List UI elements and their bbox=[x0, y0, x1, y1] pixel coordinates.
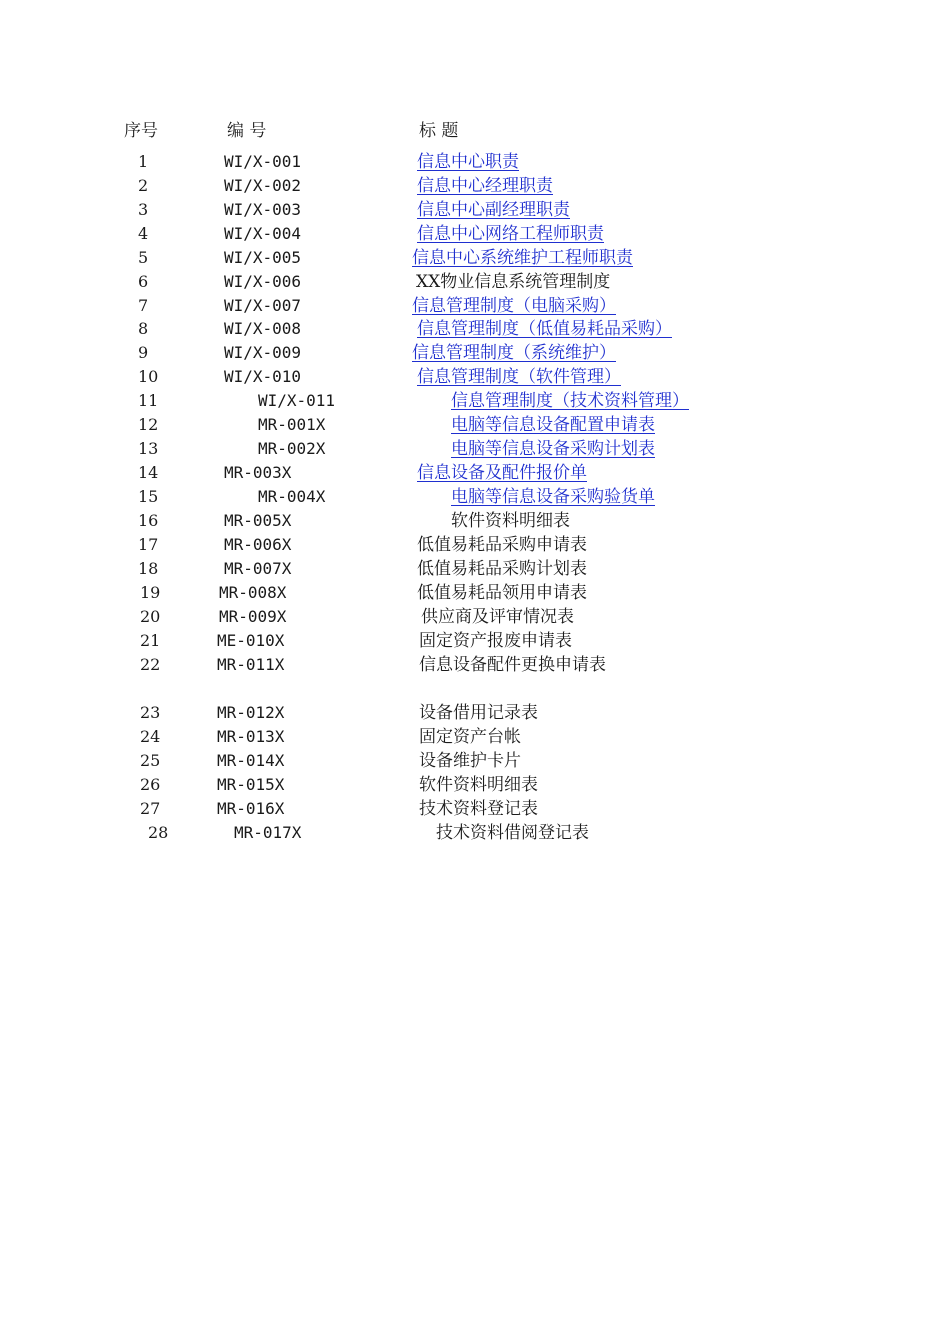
row-seq: 25 bbox=[140, 751, 161, 770]
row-code: MR-012X bbox=[217, 703, 285, 722]
row-title-link[interactable]: 信息管理制度（系统维护） bbox=[412, 343, 616, 363]
row-title-link[interactable]: 电脑等信息设备采购验货单 bbox=[451, 487, 655, 507]
row-code: MR-006X bbox=[224, 535, 292, 554]
row-title: 设备借用记录表 bbox=[419, 703, 538, 723]
row-code: MR-008X bbox=[219, 583, 287, 602]
row-seq: 1 bbox=[138, 152, 149, 171]
row-title-link[interactable]: 信息管理制度（低值易耗品采购） bbox=[417, 319, 672, 339]
row-seq: 26 bbox=[140, 775, 161, 794]
row-code: WI/X-001 bbox=[224, 152, 302, 171]
row-code: MR-015X bbox=[217, 775, 285, 794]
row-seq: 16 bbox=[138, 511, 159, 530]
row-seq: 3 bbox=[138, 200, 149, 219]
row-code: MR-016X bbox=[217, 799, 285, 818]
row-title-link[interactable]: 信息管理制度（软件管理） bbox=[417, 367, 621, 387]
row-seq: 13 bbox=[138, 439, 159, 458]
row-title-link[interactable]: 信息中心副经理职责 bbox=[417, 200, 570, 220]
row-code: WI/X-010 bbox=[224, 367, 302, 386]
row-code: MR-001X bbox=[258, 415, 326, 434]
row-title: 软件资料明细表 bbox=[451, 511, 570, 531]
row-title-link[interactable]: 信息中心系统维护工程师职责 bbox=[412, 248, 633, 268]
header-title: 标 题 bbox=[419, 121, 459, 141]
row-title: 低值易耗品领用申请表 bbox=[417, 583, 587, 603]
row-seq: 12 bbox=[138, 415, 159, 434]
row-title-link[interactable]: 信息管理制度（电脑采购） bbox=[412, 296, 616, 316]
row-code: ME-010X bbox=[217, 631, 285, 650]
row-code: MR-017X bbox=[234, 823, 302, 842]
row-title-link[interactable]: 信息中心网络工程师职责 bbox=[417, 224, 604, 244]
row-seq: 24 bbox=[140, 727, 161, 746]
row-title-link[interactable]: 信息中心职责 bbox=[417, 152, 519, 172]
row-code: MR-009X bbox=[219, 607, 287, 626]
row-code: MR-014X bbox=[217, 751, 285, 770]
row-seq: 15 bbox=[138, 487, 159, 506]
row-seq: 23 bbox=[140, 703, 161, 722]
row-code: MR-007X bbox=[224, 559, 292, 578]
row-seq: 17 bbox=[138, 535, 159, 554]
row-seq: 18 bbox=[138, 559, 159, 578]
row-title: 技术资料借阅登记表 bbox=[436, 823, 589, 843]
row-title: 固定资产台帐 bbox=[419, 727, 521, 747]
row-code: MR-004X bbox=[258, 487, 326, 506]
row-title-link[interactable]: 信息中心经理职责 bbox=[417, 176, 553, 196]
row-title: 固定资产报废申请表 bbox=[419, 631, 572, 651]
row-code: WI/X-011 bbox=[258, 391, 336, 410]
row-code: WI/X-003 bbox=[224, 200, 302, 219]
row-code: WI/X-002 bbox=[224, 176, 302, 195]
row-code: MR-011X bbox=[217, 655, 285, 674]
row-code: WI/X-009 bbox=[224, 343, 302, 362]
row-seq: 22 bbox=[140, 655, 161, 674]
row-title-link[interactable]: 信息管理制度（技术资料管理） bbox=[451, 391, 689, 411]
row-seq: 10 bbox=[138, 367, 159, 386]
row-seq: 5 bbox=[138, 248, 149, 267]
row-title: 软件资料明细表 bbox=[419, 775, 538, 795]
row-code: WI/X-005 bbox=[224, 248, 302, 267]
row-seq: 9 bbox=[138, 343, 149, 362]
row-code: WI/X-004 bbox=[224, 224, 302, 243]
row-seq: 6 bbox=[138, 272, 149, 291]
row-seq: 19 bbox=[140, 583, 161, 602]
row-title: 低值易耗品采购申请表 bbox=[417, 535, 587, 555]
row-code: WI/X-007 bbox=[224, 296, 302, 315]
row-code: MR-003X bbox=[224, 463, 292, 482]
row-seq: 28 bbox=[148, 823, 169, 842]
row-seq: 2 bbox=[138, 176, 149, 195]
row-seq: 14 bbox=[138, 463, 159, 482]
row-seq: 27 bbox=[140, 799, 161, 818]
row-title: 供应商及评审情况表 bbox=[421, 607, 574, 627]
header-seq: 序号 bbox=[124, 121, 158, 141]
row-code: MR-013X bbox=[217, 727, 285, 746]
row-title: 技术资料登记表 bbox=[419, 799, 538, 819]
row-seq: 7 bbox=[138, 296, 149, 315]
row-code: MR-002X bbox=[258, 439, 326, 458]
row-code: WI/X-006 bbox=[224, 272, 302, 291]
row-title: XX物业信息系统管理制度 bbox=[416, 272, 611, 292]
row-title-link[interactable]: 电脑等信息设备配置申请表 bbox=[451, 415, 655, 435]
row-seq: 20 bbox=[140, 607, 161, 626]
row-seq: 11 bbox=[138, 391, 159, 410]
row-title: 设备维护卡片 bbox=[419, 751, 521, 771]
row-title-link[interactable]: 信息设备及配件报价单 bbox=[417, 463, 587, 483]
row-title: 信息设备配件更换申请表 bbox=[419, 655, 606, 675]
row-title: 低值易耗品采购计划表 bbox=[417, 559, 587, 579]
row-seq: 21 bbox=[140, 631, 161, 650]
row-code: WI/X-008 bbox=[224, 319, 302, 338]
row-code: MR-005X bbox=[224, 511, 292, 530]
header-code: 编 号 bbox=[227, 121, 267, 141]
row-seq: 4 bbox=[138, 224, 149, 243]
row-title-link[interactable]: 电脑等信息设备采购计划表 bbox=[451, 439, 655, 459]
row-seq: 8 bbox=[138, 319, 149, 338]
